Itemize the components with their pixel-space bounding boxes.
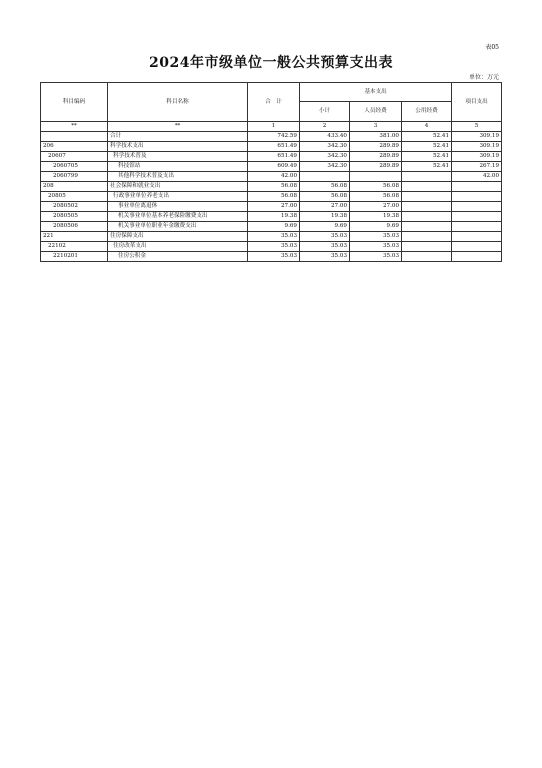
cell-public [402,172,452,182]
cell-total: 651.49 [248,142,300,152]
cell-project: 309.19 [452,142,502,152]
cell-subtotal: 342.30 [300,142,350,152]
page-title: 2024年市级单位一般公共预算支出表 [149,55,393,71]
cell-code: 206 [41,142,108,152]
cell-name: 其他科学技术普及支出 [108,172,248,182]
cell-personnel: 381.00 [350,132,402,142]
cell-name: 社会保障和就业支出 [108,182,248,192]
index-5: 5 [452,122,502,132]
cell-total: 651.49 [248,152,300,162]
cell-public: 52.41 [402,142,452,152]
cell-project: 42.00 [452,172,502,182]
cell-project: 309.19 [452,152,502,162]
cell-project [452,232,502,242]
cell-project [452,252,502,262]
cell-personnel [350,172,402,182]
cell-project: 267.19 [452,162,502,172]
cell-public [402,182,452,192]
cell-total: 609.49 [248,162,300,172]
table-row [41,232,502,242]
cell-subtotal: 433.40 [300,132,350,142]
cell-public: 52.41 [402,162,452,172]
header-project: 项目支出 [452,83,502,122]
cell-code: 2080502 [41,202,108,212]
budget-table [40,82,502,262]
header-name: 科目名称 [108,83,248,122]
index-4: 4 [402,122,452,132]
cell-name: 科学技术普及 [108,152,248,162]
cell-subtotal: 342.30 [300,152,350,162]
cell-personnel: 19.38 [350,212,402,222]
cell-name: 住房公积金 [108,252,248,262]
table-row [41,242,502,252]
cell-name: 住房改革支出 [108,242,248,252]
cell-personnel: 289.89 [350,152,402,162]
cell-code: 208 [41,182,108,192]
cell-public [402,192,452,202]
cell-public [402,252,452,262]
cell-public [402,222,452,232]
table-row [41,202,502,212]
table-row [41,222,502,232]
cell-name: 行政事业单位养老支出 [108,192,248,202]
cell-subtotal: 35.03 [300,232,350,242]
table-row [41,142,502,152]
cell-personnel: 289.89 [350,142,402,152]
cell-total: 27.00 [248,202,300,212]
table-row [41,192,502,202]
cell-total: 9.69 [248,222,300,232]
cell-personnel: 27.00 [350,202,402,212]
cell-subtotal: 342.30 [300,162,350,172]
cell-project [452,242,502,252]
cell-total: 35.03 [248,242,300,252]
cell-project [452,192,502,202]
cell-public: 52.41 [402,152,452,162]
cell-subtotal [300,172,350,182]
cell-total: 56.08 [248,192,300,202]
unit-label: 单位：万元 [468,74,499,81]
cell-total: 42.00 [248,172,300,182]
table-row [41,212,502,222]
cell-public [402,212,452,222]
cell-public: 52.41 [402,132,452,142]
table-row [41,162,502,172]
cell-personnel: 9.69 [350,222,402,232]
table-row [41,172,502,182]
cell-total: 35.03 [248,252,300,262]
cell-name: 合计 [108,132,248,142]
cell-code: 2060799 [41,172,108,182]
index-name: ** [108,122,248,132]
cell-total: 56.08 [248,182,300,192]
cell-project [452,222,502,232]
cell-project: 309.19 [452,132,502,142]
cell-name: 机关事业单位职业年金缴费支出 [108,222,248,232]
cell-name: 机关事业单位基本养老保险缴费支出 [108,212,248,222]
cell-subtotal: 35.03 [300,242,350,252]
cell-subtotal: 9.69 [300,222,350,232]
table-number: 表05 [485,44,499,51]
index-1: 1 [248,122,300,132]
cell-name: 事业单位离退休 [108,202,248,212]
cell-name: 科学技术支出 [108,142,248,152]
cell-project [452,202,502,212]
cell-name: 科技馆站 [108,162,248,172]
cell-personnel: 35.03 [350,242,402,252]
cell-name: 住房保障支出 [108,232,248,242]
cell-code: 22102 [41,242,108,252]
cell-code: 2060705 [41,162,108,172]
cell-subtotal: 56.08 [300,192,350,202]
cell-public [402,232,452,242]
cell-code: 20805 [41,192,108,202]
header-total: 合 计 [248,83,300,122]
index-code: ** [41,122,108,132]
cell-subtotal: 19.38 [300,212,350,222]
cell-subtotal: 27.00 [300,202,350,212]
header-basic: 基本支出 [300,83,452,102]
cell-total: 35.03 [248,232,300,242]
header-personnel: 人员经费 [350,102,402,122]
cell-personnel: 289.89 [350,162,402,172]
cell-project [452,212,502,222]
cell-code: 221 [41,232,108,242]
table-row [41,252,502,262]
header-code: 科目编码 [41,83,108,122]
cell-personnel: 56.08 [350,192,402,202]
header-public: 公用经费 [402,102,452,122]
cell-total: 742.59 [248,132,300,142]
cell-code: 2080505 [41,212,108,222]
cell-personnel: 35.03 [350,232,402,242]
cell-code [41,132,108,142]
cell-code: 2210201 [41,252,108,262]
cell-subtotal: 56.08 [300,182,350,192]
cell-public [402,242,452,252]
cell-code: 2080506 [41,222,108,232]
header-subtotal: 小计 [300,102,350,122]
cell-personnel: 56.08 [350,182,402,192]
cell-project [452,182,502,192]
table-row [41,152,502,162]
cell-total: 19.38 [248,212,300,222]
index-3: 3 [350,122,402,132]
cell-subtotal: 35.03 [300,252,350,262]
cell-code: 20607 [41,152,108,162]
table-row [41,182,502,192]
index-2: 2 [300,122,350,132]
table-row [41,132,502,142]
cell-public [402,202,452,212]
cell-personnel: 35.03 [350,252,402,262]
